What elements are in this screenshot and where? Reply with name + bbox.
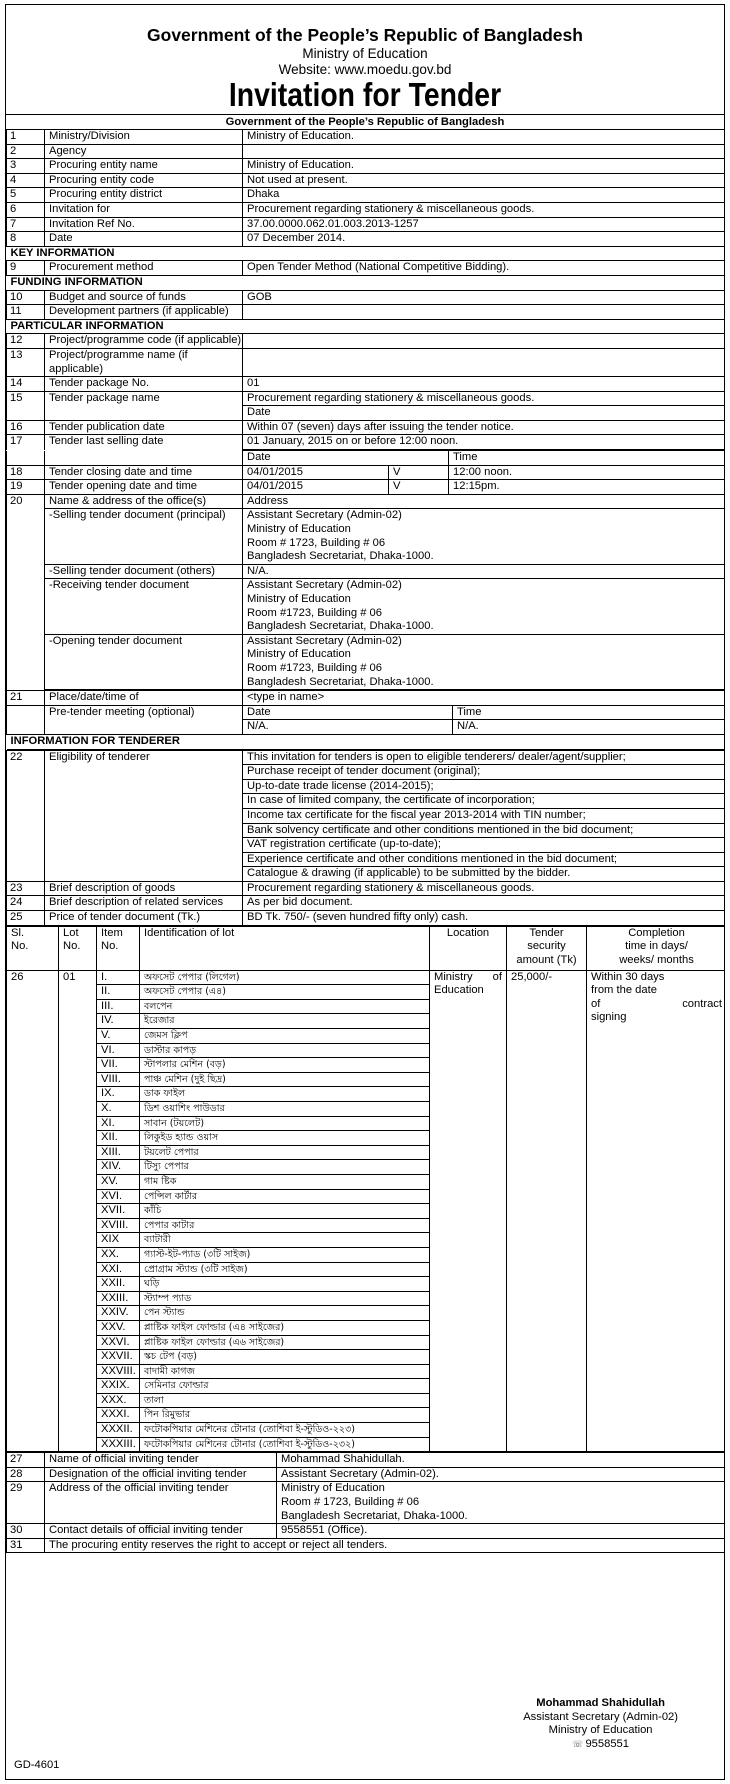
table-row: 28 Designation of the official inviting tender Assistant Secretary (Admin-02). xyxy=(7,1467,726,1482)
info-table-top xyxy=(6,129,725,450)
table-row: 30 Contact details of official inviting tender 9558551 (Office). xyxy=(7,1524,726,1539)
table-row: 23 Brief description of goods Procurement regarding stationery & miscellaneous goods. xyxy=(7,881,726,896)
page-title: Invitation for Tender xyxy=(228,76,502,113)
table-row: 24 Brief description of related services As per bid document. xyxy=(7,896,726,911)
lot-item-row: XVII. কাঁচি xyxy=(7,1204,726,1219)
lot-item-row: VII. স্টাপলার মেশিন (বড়) xyxy=(7,1058,726,1073)
table-row: 6 Invitation for Procurement regarding stationery & miscellaneous goods. xyxy=(7,202,725,217)
table-row: 25 Price of tender document (Tk.) BD Tk. 750/- (seven hundred fifty only) cash. xyxy=(7,911,726,926)
table-row: N/A. N/A. xyxy=(7,720,726,735)
signatory-designation: Assistant Secretary (Admin-02) xyxy=(523,1710,678,1723)
lot-item-row: II. অফসেট পেপার (এ৪) xyxy=(7,985,726,1000)
lot-item-row: V. জেমস ক্লিপ xyxy=(7,1029,726,1044)
table-row: 12 Project/programme code (if applicable) xyxy=(7,334,725,349)
table-row: Date xyxy=(7,406,725,421)
table-row: 10 Budget and source of funds GOB xyxy=(7,290,725,305)
pretender-table xyxy=(6,690,725,749)
website-line: Website: www.moedu.gov.bd xyxy=(278,62,452,77)
office-row: -Opening tender document Assistant Secretary (Admin-02) Ministry of Education Room #1723, Building # 06 Bangladesh Secretariat, Dhaka-1000. xyxy=(7,634,725,689)
signatory-phone: ☏ 9558551 xyxy=(572,1737,629,1750)
lot-item-row: XIX ব্যাটারী xyxy=(7,1233,726,1248)
lot-item-row: X. ডিশ ওয়াশিং পাউডার xyxy=(7,1102,726,1117)
signatory-name: Mohammad Shahidullah xyxy=(536,1697,665,1709)
lot-item-row: XXVII. স্কচ টেপ (বড়) xyxy=(7,1350,726,1365)
office-row: -Selling tender document (others) N/A. xyxy=(7,564,725,579)
table-row: 15 Tender package name Procurement regarding stationery & miscellaneous goods. xyxy=(7,391,725,406)
lot-item-row: XV. গাম ষ্টিক xyxy=(7,1174,726,1189)
lot-item-row: XXXIII. ফটোকপিয়ার মেশিনের টোনার (তোশিবা ই-স্টুডিও-২৩২) xyxy=(7,1437,726,1452)
table-subtitle: Government of the People’s Republic of Bangladesh xyxy=(6,114,724,129)
lot-item-row: XXIII. স্ট্যাম্প প্যাড xyxy=(7,1291,726,1306)
table-row: 1 Ministry/Division Ministry of Education. xyxy=(7,130,725,145)
lot-item-row: XXI. প্রোগ্রাম স্ট্যান্ড (৩টি সাইজ) xyxy=(7,1262,726,1277)
table-row: 2 Agency xyxy=(7,144,725,159)
table-row: 16 Tender publication date Within 07 (seven) days after issuing the tender notice. xyxy=(7,420,725,435)
table-row: 4 Procuring entity code Not used at present. xyxy=(7,173,725,188)
table-row: 8 Date 07 December 2014. xyxy=(7,232,725,247)
signatory-ministry: Ministry of Education xyxy=(548,1724,653,1737)
eligibility-row: VAT registration certificate (up-to-date); xyxy=(7,838,726,853)
lot-item-row: 26 01 I. অফসেট পেপার (লিগেল) Ministry of Education 25,000/- Within 30 days from the date of contract signing xyxy=(7,970,726,985)
lot-item-row: XXII. ঘড়ি xyxy=(7,1277,726,1292)
table-row: 7 Invitation Ref No. 37.00.0000.062.01.003.2013-1257 xyxy=(7,217,725,232)
table-row: 9 Procurement method Open Tender Method (National Competitive Bidding). xyxy=(7,261,725,276)
lot-item-row: XXVIII. বাদামী কাগজ xyxy=(7,1364,726,1379)
table-row: Pre-tender meeting (optional) Date Time xyxy=(7,705,726,720)
footer-code: GD-4601 xyxy=(14,1759,60,1771)
section-heading: PARTICULAR INFORMATION xyxy=(7,319,725,334)
lot-header-row: Sl. No. Lot No. Item No. Identification of lot Location Tender security amount (Tk) Completion time in days/ weeks/ months xyxy=(7,926,726,970)
eligibility-row: Purchase receipt of tender document (original); xyxy=(7,765,726,780)
lot-item-row: III. বলপেন xyxy=(7,999,726,1014)
table-row: 3 Procuring entity name Ministry of Education. xyxy=(7,159,725,174)
office-row: -Selling tender document (principal) Assistant Secretary (Admin-02) Ministry of Education Room # 1723, Building # 06 Bangladesh Secretariat, Dhaka-1000. xyxy=(7,509,725,564)
eligibility-table xyxy=(6,750,725,926)
lot-item-row: XII. লিকুইড হ্যান্ড ওয়াস xyxy=(7,1131,726,1146)
info-table-dates xyxy=(6,450,725,690)
table-row: 13 Project/programme name (if applicable) xyxy=(7,348,725,376)
lot-item-row: XVIII. পেপার কাটার xyxy=(7,1218,726,1233)
lot-item-row: XIII. টয়লেট পেপার xyxy=(7,1145,726,1160)
lot-item-row: XXIX. সেমিনার ফোল্ডার xyxy=(7,1379,726,1394)
lot-item-row: XXIV. পেন স্ট্যান্ড xyxy=(7,1306,726,1321)
table-row: 14 Tender package No. 01 xyxy=(7,377,725,392)
tender-notice-page xyxy=(5,4,725,1780)
lot-item-row: XXXI. পিন রিমুভার xyxy=(7,1408,726,1423)
section-heading: FUNDING INFORMATION xyxy=(7,275,725,290)
government-name: Government of the People’s Republic of Bangladesh xyxy=(147,25,583,45)
lot-item-row: IV. ইরেজার xyxy=(7,1014,726,1029)
table-row: 18 Tender closing date and time 04/01/2015 V 12:00 noon. xyxy=(7,465,725,480)
lot-item-row: VIII. পাঞ্চ মেশিন (দুই ছিদ্র) xyxy=(7,1072,726,1087)
eligibility-row: 22 Eligibility of tenderer This invitation for tenders is open to eligible tenderers/ dealer/agent/supplier; xyxy=(7,750,726,765)
table-row: Date Time xyxy=(7,451,725,466)
signature-block xyxy=(523,1697,678,1751)
table-row: 5 Procuring entity district Dhaka xyxy=(7,188,725,203)
lot-item-row: XXV. প্লাষ্টিক ফাইল ফোল্ডার (এ৪ সাইজের) xyxy=(7,1320,726,1335)
notice-header xyxy=(6,5,724,129)
table-row: 20 Name & address of the office(s) Address xyxy=(7,494,725,509)
ministry-name: Ministry of Education xyxy=(302,46,428,61)
lot-item-row: VI. ডাস্টার কাপড় xyxy=(7,1043,726,1058)
lot-item-row: IX. ডাক ফাইল xyxy=(7,1087,726,1102)
eligibility-row: Catalogue & drawing (if applicable) to be submitted by the bidder. xyxy=(7,867,726,882)
lot-item-row: XVI. পেন্সিল কার্টার xyxy=(7,1189,726,1204)
section-heading: INFORMATION FOR TENDERER xyxy=(7,734,726,749)
table-row: 29 Address of the official inviting tender Ministry of Education Room # 1723, Building # 06 Bangladesh Secretariat, Dhaka-1000. xyxy=(7,1482,726,1524)
lot-item-row: XXX. তালা xyxy=(7,1393,726,1408)
lot-item-row: XIV. টিস্যু পেপার xyxy=(7,1160,726,1175)
table-row: 17 Tender last selling date 01 January, 2015 on or before 12:00 noon. xyxy=(7,435,725,450)
eligibility-row: Up-to-date trade license (2014-2015); xyxy=(7,779,726,794)
table-row: 27 Name of official inviting tender Mohammad Shahidullah. xyxy=(7,1453,726,1468)
lot-item-row: XX. গ্যাস্ট-ইট-প্যাড (৩টি সাইজ) xyxy=(7,1247,726,1262)
table-row: 19 Tender opening date and time 04/01/2015 V 12:15pm. xyxy=(7,480,725,495)
table-row: 21 Place/date/time of <type in name> xyxy=(7,691,726,706)
phone-icon: ☏ xyxy=(572,1738,584,1749)
eligibility-row: Income tax certificate for the fiscal year 2013-2014 with TIN number; xyxy=(7,808,726,823)
lot-table xyxy=(6,926,725,1453)
official-table xyxy=(6,1452,725,1553)
lot-item-row: XXVI. প্লাষ্টিক ফাইল ফোল্ডার (এ৬ সাইজের) xyxy=(7,1335,726,1350)
lot-item-row: XI. সাবান (টয়লেট) xyxy=(7,1116,726,1131)
section-heading: KEY INFORMATION xyxy=(7,246,725,261)
eligibility-row: In case of limited company, the certificate of incorporation; xyxy=(7,794,726,809)
office-row: -Receiving tender document Assistant Secretary (Admin-02) Ministry of Education Room #1723, Building # 06 Bangladesh Secretariat, Dhaka-1000. xyxy=(7,579,725,634)
eligibility-row: Bank solvency certificate and other conditions mentioned in the bid document; xyxy=(7,823,726,838)
table-row: 11 Development partners (if applicable) xyxy=(7,305,725,320)
eligibility-row: Experience certificate and other conditions mentioned in the bid document; xyxy=(7,852,726,867)
lot-item-row: XXXII. ফটোকপিয়ার মেশিনের টোনার (তোশিবা ই-স্টুডিও-২২৩) xyxy=(7,1423,726,1438)
table-row: 31 The procuring entity reserves the right to accept or reject all tenders. xyxy=(7,1538,726,1553)
